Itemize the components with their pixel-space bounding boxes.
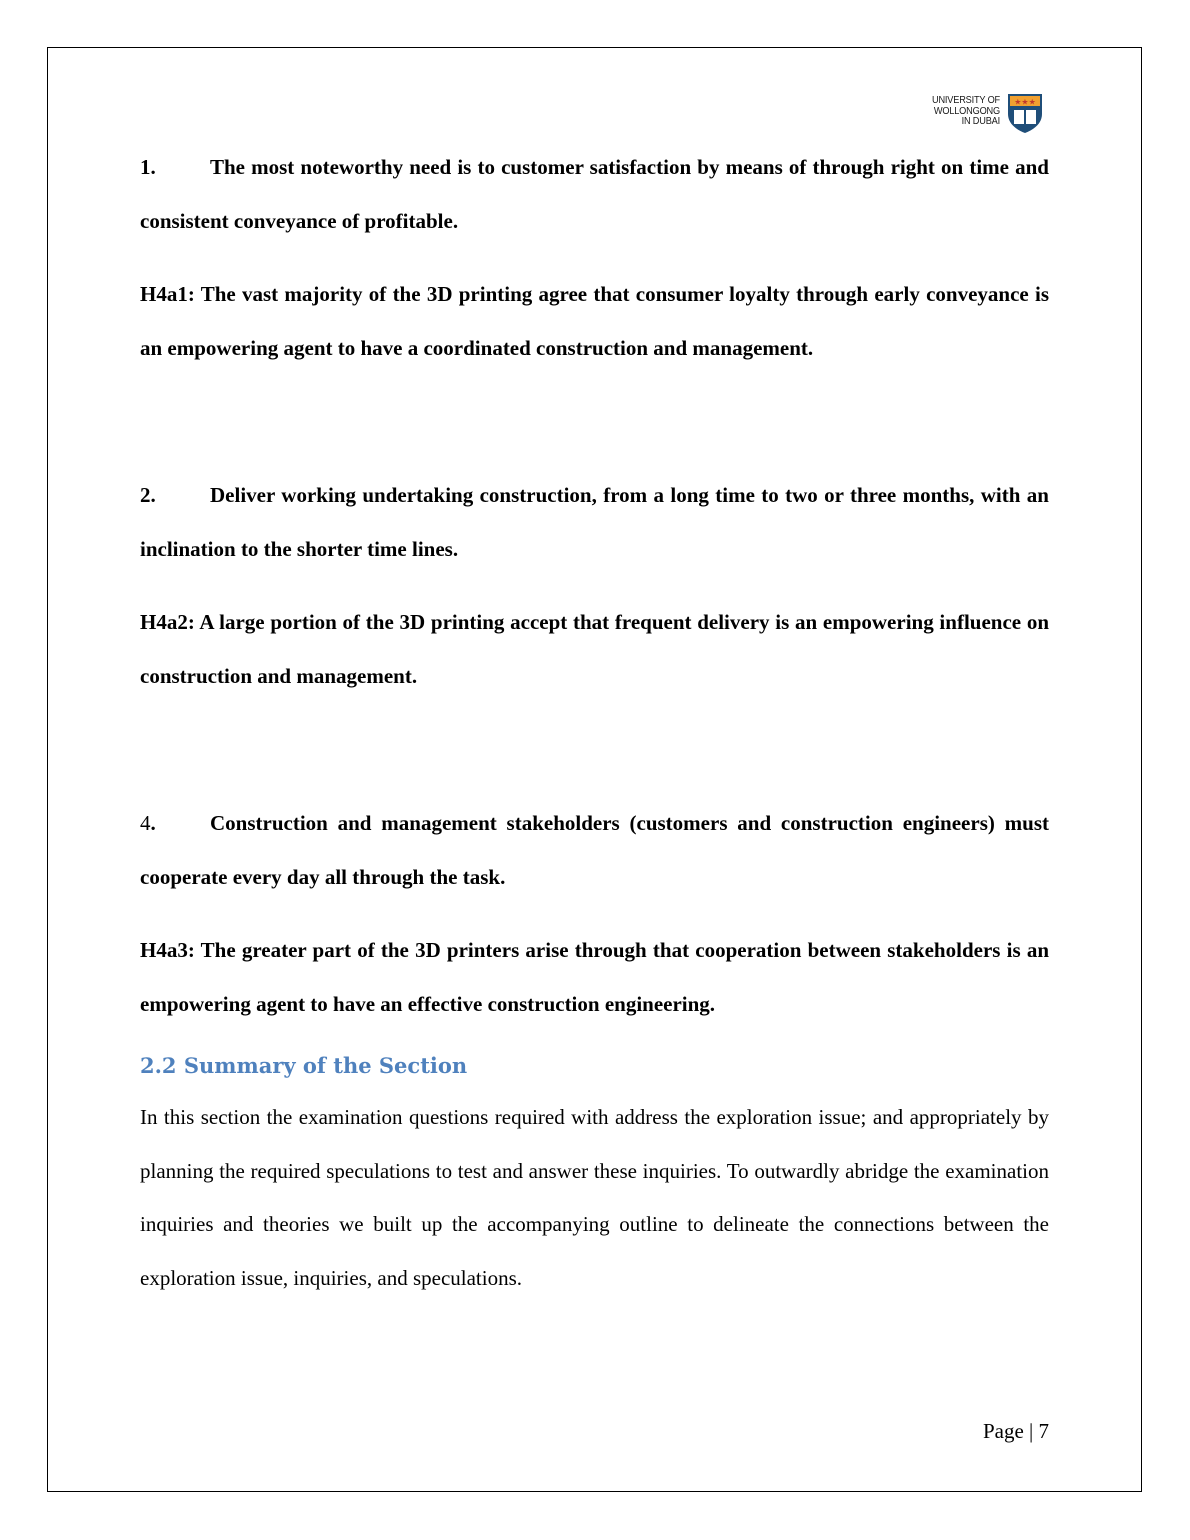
item-2-statement-text: Deliver working undertaking construction, from a long time to two or three months, with an inclination to the shorter time lines.	[140, 483, 1049, 561]
item-4-statement-text: Construction and management stakeholders (customers and construction engineers) must cooperate every day all through the task.	[140, 811, 1049, 889]
item-2-number: 2.	[140, 483, 156, 507]
university-logo	[918, 92, 1044, 134]
logo-line-3: IN DUBAI	[961, 116, 1000, 127]
document-body	[140, 141, 1049, 1305]
logo-line-2: WOLLONGONG	[933, 105, 1000, 117]
hypothesis-h4a2: H4a2: A large portion of the 3D printing accept that frequent delivery is an empowering influence on construction and management.	[140, 610, 1049, 688]
item-2-statement	[140, 469, 1049, 576]
hypothesis-h4a1: H4a1: The vast majority of the 3D printing agree that consumer loyalty through early conveyance is an empowering agent to have a coordinated construction and management.	[140, 282, 1049, 360]
item-4-statement	[140, 797, 1049, 904]
logo-line-1: UNIVERSITY OF	[932, 95, 1000, 106]
page-number: Page | 7	[982, 1419, 1049, 1443]
item-4-number-dot: .	[150, 811, 156, 835]
item-1-statement	[140, 141, 1049, 248]
item-1-number: 1.	[140, 155, 156, 179]
svg-text:★★★: ★★★	[1014, 97, 1036, 107]
university-shield-icon	[1006, 92, 1044, 134]
logo-text	[925, 96, 1000, 128]
section-heading: 2.2 Summary of the Section	[140, 1053, 468, 1078]
item-1-statement-text: The most noteworthy need is to customer satisfaction by means of through right on time and consistent conveyance of profitable.	[140, 155, 1049, 233]
summary-body: In this section the examination questions required with address the exploration issue; and appropriately by planning the required speculations to test and answer these inquiries. To outwardly abridge the examination inquiries and theories we built up the accompanying outline to delineate the connections between the exploration issue, inquiries, and speculations.	[140, 1105, 1049, 1290]
hypothesis-h4a3: H4a3: The greater part of the 3D printers arise through that cooperation between stakeholders is an empowering agent to have an effective construction engineering.	[140, 938, 1049, 1016]
item-4-number-digit: 4	[140, 811, 151, 835]
item-4-number	[140, 797, 210, 851]
